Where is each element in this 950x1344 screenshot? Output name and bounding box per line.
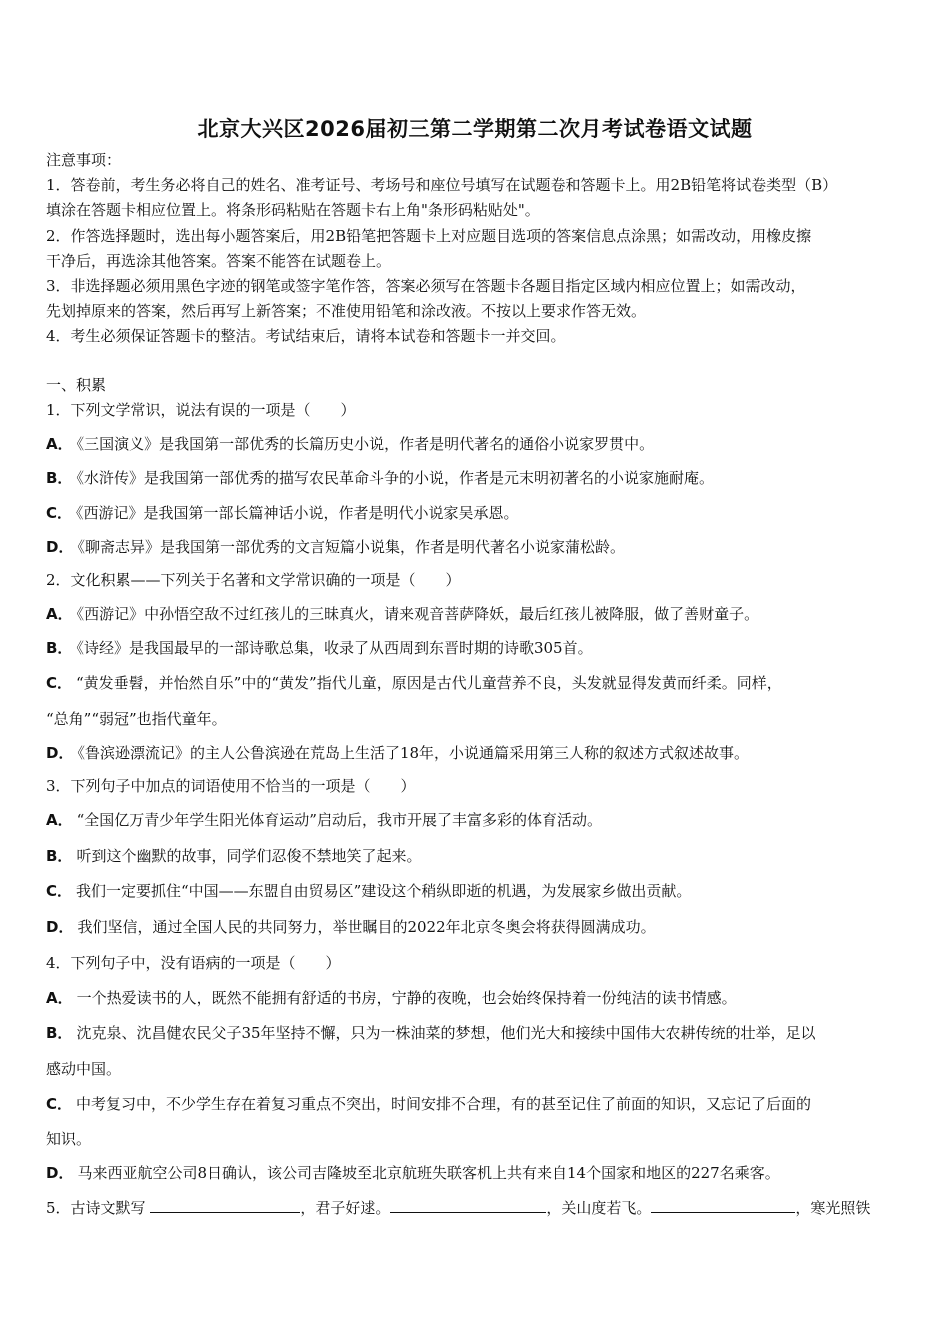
notice-line: 4．考生必须保证答题卡的整洁。考试结束后，请将本试卷和答题卡一并交回。 <box>46 327 566 345</box>
option-continuation: “总角”“弱冠”也指代童年。 <box>46 710 227 728</box>
option-label: A． <box>46 811 73 829</box>
option-a <box>46 988 908 1008</box>
question-stem: 5．古诗文默写 <box>46 1199 151 1217</box>
option-label: C． <box>46 882 73 900</box>
notice-line: 3．非选择题必须用黑色字迹的钢笔或签字笔作答，答案必须写在答题卡各题目指定区域内相应位置上；如需改动， <box>46 277 806 295</box>
option-text: “全国亿万青少年学生阳光体育运动”启动后，我市开展了丰富多彩的体育活动。 <box>76 811 602 829</box>
poem-segment: ，关山度若飞。 <box>546 1199 652 1217</box>
notice-line: 1．答卷前，考生务必将自己的姓名、准考证号、考场号和座位号填写在试题卷和答题卡上。用2B铅笔将试卷类型（B） <box>46 176 838 194</box>
option-label: D． <box>46 538 74 556</box>
option-text: 一个热爱读书的人，既然不能拥有舒适的书房，宁静的夜晚，也会始终保持着一份纯洁的读书情感。 <box>76 989 737 1007</box>
option-text: 我们坚信，通过全国人民的共同努力，举世瞩目的2022年北京冬奥会将获得圆满成功。 <box>77 918 656 936</box>
question-stem: 3．下列句子中加点的词语使用不恰当的一项是（ ） <box>46 777 416 795</box>
answer-blank-1[interactable] <box>150 1198 300 1213</box>
option-d <box>46 537 908 557</box>
option-text: “黄发垂髫，并怡然自乐”中的“黄发”指代儿童，原因是古代儿童营养不良，头发就显得发黄而纤柔。同样， <box>76 674 782 692</box>
option-label: B． <box>46 1024 73 1042</box>
notice-line: 干净后，再选涂其他答案。答案不能答在试题卷上。 <box>46 252 392 270</box>
option-continuation: 知识。 <box>46 1130 92 1148</box>
option-label: A． <box>46 605 73 623</box>
option-text: 听到这个幽默的故事，同学们忍俊不禁地笑了起来。 <box>76 847 422 865</box>
option-d <box>46 743 908 763</box>
answer-blank-2[interactable] <box>390 1198 546 1213</box>
option-label: C． <box>46 504 73 522</box>
option-text: 《三国演义》是我国第一部优秀的长篇历史小说，作者是明代著名的通俗小说家罗贯中。 <box>76 435 655 453</box>
option-c <box>46 673 908 693</box>
option-a <box>46 810 908 830</box>
option-text: 《西游记》是我国第一部长篇神话小说，作者是明代小说家吴承恩。 <box>76 504 519 522</box>
option-b <box>46 468 908 488</box>
option-c <box>46 1094 908 1114</box>
option-label: A． <box>46 435 73 453</box>
option-label: D． <box>46 918 74 936</box>
option-c <box>46 503 908 523</box>
answer-blank-3[interactable] <box>651 1198 795 1213</box>
question-stem: 2．文化积累——下列关于名著和文学常识确的一项是（ ） <box>46 571 461 589</box>
option-b <box>46 1023 908 1043</box>
option-label: C． <box>46 674 73 692</box>
option-label: C． <box>46 1095 73 1113</box>
question-stem: 4．下列句子中，没有语病的一项是（ ） <box>46 954 341 972</box>
option-d <box>46 1163 908 1183</box>
option-text: 沈克泉、沈昌健农民父子35年坚持不懈，只为一株油菜的梦想，他们光大和接续中国伟大农耕传统的壮举，足以 <box>76 1024 816 1042</box>
section-heading: 一、积累 <box>46 376 107 394</box>
option-d <box>46 917 908 937</box>
option-b <box>46 638 908 658</box>
option-text: 我们一定要抓住“中国——东盟自由贸易区”建设这个稍纵即逝的机遇，为发展家乡做出贡献。 <box>76 882 692 900</box>
option-text: 《鲁滨逊漂流记》的主人公鲁滨逊在荒岛上生活了18年，小说通篇采用第三人称的叙述方式叙述故事。 <box>77 744 750 762</box>
option-label: D． <box>46 744 74 762</box>
poem-segment: ，君子好逑。 <box>300 1199 391 1217</box>
notice-line: 先划掉原来的答案，然后再写上新答案；不准使用铅笔和涂改液。不按以上要求作答无效。 <box>46 302 647 320</box>
notice-heading: 注意事项： <box>46 151 122 169</box>
notice-line: 填涂在答题卡相应位置上。将条形码粘贴在答题卡右上角"条形码粘贴处"。 <box>46 201 540 219</box>
option-text: 《诗经》是我国最早的一部诗歌总集，收录了从西周到东晋时期的诗歌305首。 <box>76 639 593 657</box>
option-c <box>46 881 908 901</box>
option-a <box>46 604 908 624</box>
option-text: 《聊斋志异》是我国第一部优秀的文言短篇小说集，作者是明代著名小说家蒲松龄。 <box>77 538 625 556</box>
option-a <box>46 434 908 454</box>
notice-line: 2．作答选择题时，选出每小题答案后，用2B铅笔把答题卡上对应题目选项的答案信息点涂黑；如需改动，用橡皮擦 <box>46 227 812 245</box>
option-continuation: 感动中国。 <box>46 1060 122 1078</box>
option-text: 中考复习中，不少学生存在着复习重点不突出，时间安排不合理，有的甚至记住了前面的知识，又忘记了后面的 <box>76 1095 812 1113</box>
option-label: B． <box>46 847 73 865</box>
question-stem: 1．下列文学常识，说法有误的一项是（ ） <box>46 401 356 419</box>
question-5-line <box>46 1198 908 1218</box>
option-text: 马来西亚航空公司8日确认，该公司吉隆坡至北京航班失联客机上共有来自14个国家和地区的227名乘客。 <box>77 1164 780 1182</box>
page-title: 北京大兴区2026届初三第二学期第二次月考试卷语文试题 <box>197 117 753 141</box>
option-label: B． <box>46 469 73 487</box>
poem-segment: ，寒光照铁 <box>795 1199 871 1217</box>
option-b <box>46 846 908 866</box>
option-label: D． <box>46 1164 74 1182</box>
option-label: B． <box>46 639 73 657</box>
option-text: 《水浒传》是我国第一部优秀的描写农民革命斗争的小说，作者是元末明初著名的小说家施耐庵。 <box>76 469 714 487</box>
option-text: 《西游记》中孙悟空敌不过红孩儿的三昧真火，请来观音菩萨降妖，最后红孩儿被降服，做了善财童子。 <box>76 605 760 623</box>
option-label: A． <box>46 989 73 1007</box>
